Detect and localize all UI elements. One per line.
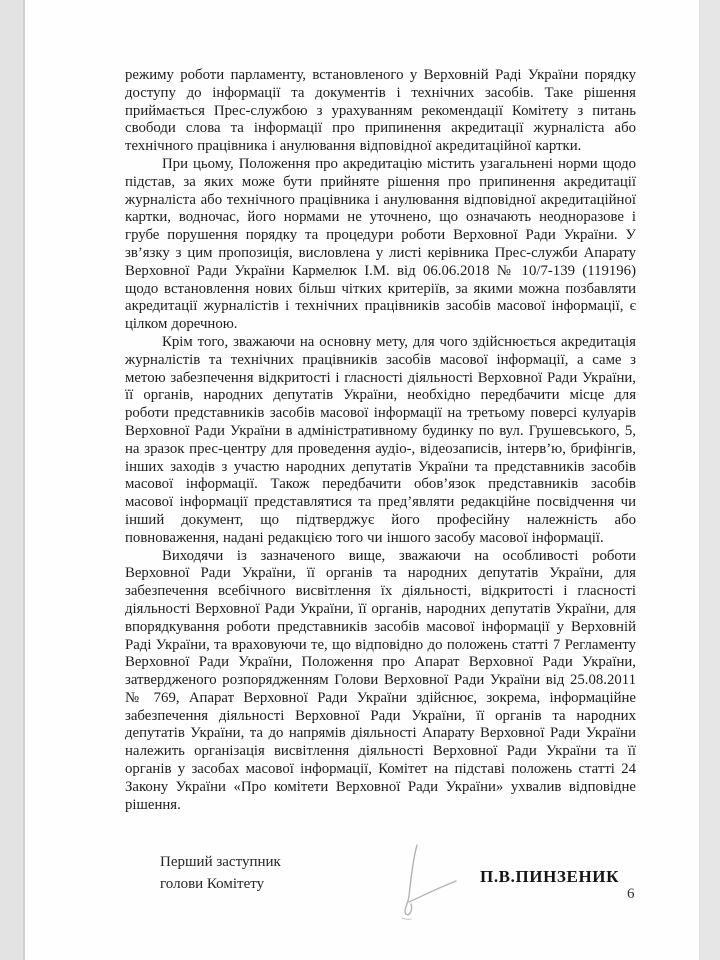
paragraph-2: При цьому, Положення про акредитацію містить узагальнені норми щодо підстав, за яких може бути прийняте рішення про припинення акредитації журналіста або технічного працівника і анулювання відповідної акредитаційної картки, водночас, його нормами не уточнено, що означають неодноразове і грубе порушення порядку та процедури роботи Верховної Ради України. У зв’язку з цим пропозиція, висловлена у листі керівника Прес-служби Апарату Верховної Ради України Кармелюк І.М. від 06.06.2018 № 10/7-139 (119196) щодо встановлення нових більш чітких критеріїв, за якими можна позбавляти акредитації журналістів і технічних працівників засобів масової інформації, є цілком доречною. xyxy=(125,155,636,333)
page-number: 6 xyxy=(627,886,635,902)
paragraph-4: Виходячи із зазначеного вище, зважаючи на особливості роботи Верховної Ради України, її органів та народних депутатів України, для забезпечення всебічного висвітлення їх діяльності, відкритості і гласності діяльності Верховної Ради України, її органів, народних депутатів України, для впорядкування роботи представників засобів масової інформації у Верховній Раді України, та враховуючи те, що відповідно до положень статті 7 Регламенту Верховної Ради України, Положення про Апарат Верховної Ради України, затвердженого розпорядженням Голови Верховної Ради України від 25.08.2011 № 769, Апарат Верховної Ради України здійснює, зокрема, інформаційне забезпечення діяльності Верховної Ради України, її органів та народних депутатів України, та до напрямів діяльності Апарату Верховної Ради України належить організація висвітлення діяльності Верховної Ради України та її органів у засобах масової інформації, Комітет на підставі положень статті 24 Закону України «Про комітети Верховної Ради України» ухвалив відповідне рішення. xyxy=(125,547,636,813)
scan-right-edge xyxy=(699,0,720,960)
paragraph-1: режиму роботи парламенту, встановленого у Верховній Раді України порядку доступу до інформації та документів і технічних засобів. Таке рішення приймається Прес-службою з урахуванням рекомендації Комітету з питань свободи слова та інформації про припинення акредитації журналіста або технічного працівника і анулювання відповідної акредитаційної картки. xyxy=(125,67,636,155)
signatory-title-line1: Перший заступник xyxy=(160,854,281,870)
signatory-title-line2: голови Комітету xyxy=(160,876,265,892)
signatory-name: П.В.ПИНЗЕНИК xyxy=(480,867,620,886)
document-body xyxy=(125,67,636,814)
signatory-title xyxy=(160,851,281,895)
paragraph-3: Крім того, зважаючи на основну мету, для чого здійснюється акредитація журналістів та технічних працівників засобів масової інформації, а саме з метою забезпечення відкритості і гласності діяльності Верховної Ради України, її органів, народних депутатів України, необхідно передбачити місце для роботи представників засобів масової інформації на третьому поверсі кулуарів Верховної Ради України в адміністративному будинку по вул. Грушевського, 5, на зразок прес-центру для проведення аудіо-, відеозаписів, інтерв’ю, брифінгів, інших заходів з участю народних депутатів України та представників засобів масової інформації. Також передбачити обов’язок представників засобів масової інформації представлятися та пред’являти редакційне посвідчення чи інший документ, що підтверджує його професійну належність або повноваження, надані редакцією того чи іншого засобу масової інформації. xyxy=(125,333,636,546)
scan-left-edge xyxy=(0,0,25,960)
scanned-document-page xyxy=(25,0,699,960)
handwritten-signature xyxy=(372,840,464,922)
